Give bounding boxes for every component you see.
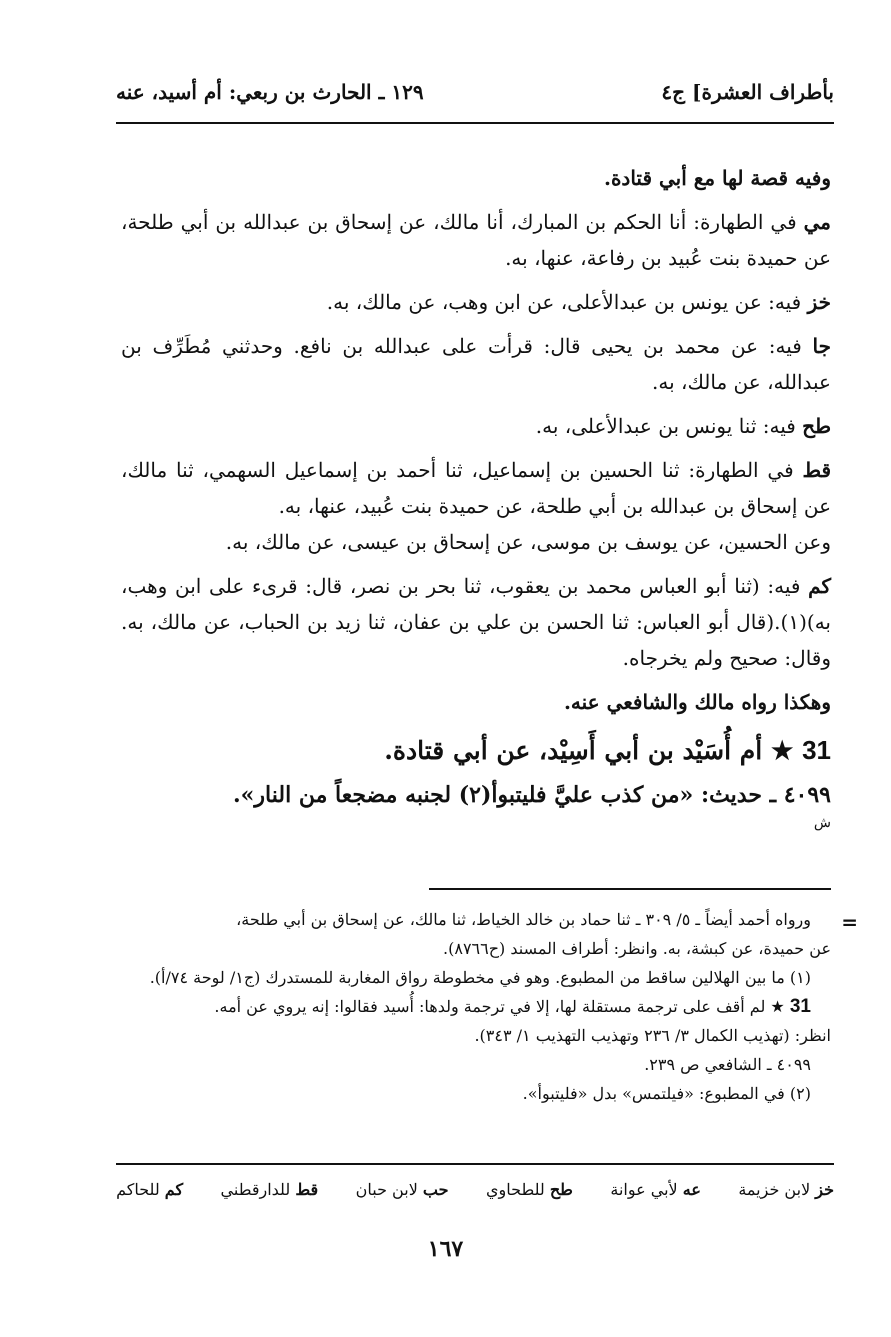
- bottom-rule: [116, 1163, 834, 1165]
- abbrev-item: طح للطحاوي: [485, 1180, 573, 1199]
- source-code: مي: [803, 210, 832, 234]
- paragraph-mi: [121, 204, 831, 276]
- source-code: طح: [802, 414, 831, 438]
- star-icon: ★: [770, 736, 794, 765]
- abbreviation-key: [116, 1180, 834, 1199]
- paragraph-text: فيه: عن محمد بن يحيى قال: قرأت على عبدالله بن نافع. وحدثني مُطَرِّف بن عبدالله، عن مالك، به.: [121, 334, 831, 394]
- header-title: بأطراف العشرة] ج٤: [661, 80, 834, 104]
- paragraph-text: فيه: ثنا يونس بن عبدالأعلى، به.: [535, 414, 796, 438]
- continuation-mark: =: [841, 910, 858, 934]
- paragraph-text: في الطهارة: ثنا الحسين بن إسماعيل، ثنا أحمد بن إسماعيل السهمي، ثنا مالك، عن إسحاق بن عبدالله بن أبي طلحة، عن حميدة بنت عُبيد، عنها، به.: [121, 458, 831, 518]
- sh-mark: ش: [813, 815, 831, 831]
- footnote-star-number: 31: [789, 996, 811, 1017]
- hadith-line: [121, 775, 831, 815]
- running-header: [116, 72, 834, 112]
- footnotes: [115, 905, 831, 1108]
- footnote-star: [115, 992, 831, 1021]
- source-code: خز: [807, 290, 831, 314]
- footnote-2: (٢) في المطبوع: «فيلتمس» بدل «فليتبوأ».: [522, 1084, 811, 1103]
- star-icon: ★: [770, 997, 785, 1016]
- hadith-text: ـ حديث: «من كذب عليَّ فليتبوأ(٢) لجنبه مضجعاً من النار».: [233, 782, 777, 808]
- source-code: قط: [802, 458, 832, 482]
- source-code: جا: [812, 334, 831, 358]
- footnote-star-text: لم أقف على ترجمة مستقلة لها، إلا في ترجمة ولدها: أُسيد فقالوا: إنه يروي عن أمه.: [214, 997, 766, 1016]
- paragraph-khz: [121, 284, 831, 320]
- footnote-rule: [429, 888, 831, 890]
- intro-line: وفيه قصة لها مع أبي قتادة.: [603, 166, 831, 190]
- abbrev-item: خز لابن خزيمة: [738, 1180, 834, 1199]
- abbrev-item: كم للحاكم: [116, 1180, 184, 1199]
- paragraph-text: فيه: عن يونس بن عبدالأعلى، عن ابن وهب، عن مالك، به.: [326, 290, 802, 314]
- abbrev-item: قط للدارقطني: [220, 1180, 319, 1199]
- footnote-continued-line1: ورواه أحمد أيضاً ـ ٥/ ٣٠٩ ـ ثنا حماد بن خالد الخياط، ثنا مالك، عن إسحاق بن أبي طلحة،: [236, 910, 811, 929]
- abbrev-item: عه لأبي عوانة: [610, 1180, 701, 1199]
- header-section: ١٢٩ ـ الحارث بن ربعي: أم أسيد، عنه: [116, 80, 424, 104]
- source-code: كم: [808, 574, 832, 598]
- header-rule: [116, 122, 834, 124]
- entry-title: أم أُسَيْد بن أبي أَسِيْد، عن أبي قتادة.: [384, 736, 763, 765]
- page-number: ١٦٧: [427, 1236, 464, 1262]
- footnote-continued-line2: عن حميدة، عن كبشة، به. وانظر: أطراف المسند (ح٨٧٦٦).: [443, 939, 831, 958]
- paragraph-qt: [121, 452, 831, 524]
- paragraph-km: [121, 568, 831, 676]
- paragraph-th: [121, 408, 831, 444]
- abbrev-item: حب لابن حبان: [355, 1180, 449, 1199]
- hadith-number: ٤٠٩٩: [783, 782, 831, 808]
- entry-number: 31: [802, 735, 831, 765]
- footnote-4099: ٤٠٩٩ ـ الشافعي ص ٢٣٩.: [644, 1055, 811, 1074]
- paragraph-ja: [121, 328, 831, 400]
- paragraph-text: في الطهارة: أنا الحكم بن المبارك، أنا مالك، عن إسحاق بن عبدالله بن أبي طلحة، عن حميدة بنت عُبيد بن رفاعة، عنها، به.: [121, 210, 831, 270]
- main-text: [121, 160, 831, 831]
- paragraph-text: فيه: (ثنا أبو العباس محمد بن يعقوب، ثنا بحر بن نصر، قال: قرىء على ابن وهب، به)(١).(قال أبو العباس: ثنا الحسن بن علي بن عفان، ثنا زيد بن الحباب، عن مالك، به. وقال: صحيح ولم يخرجاه.: [121, 574, 831, 670]
- paragraph-qt-continued: وعن الحسين، عن يوسف بن موسى، عن إسحاق بن عيسى، عن مالك، به.: [225, 530, 831, 554]
- footnote-1: (١) ما بين الهلالين ساقط من المطبوع. وهو في مخطوطة رواق المغاربة للمستدرك (ج١/ لوحة ٧٤/أ).: [149, 968, 811, 987]
- entry-heading: [121, 728, 831, 773]
- closing-line: وهكذا رواه مالك والشافعي عنه.: [563, 690, 831, 714]
- footnote-star-line2: انظر: (تهذيب الكمال ٣/ ٢٣٦ وتهذيب التهذيب ١/ ٣٤٣).: [474, 1026, 831, 1045]
